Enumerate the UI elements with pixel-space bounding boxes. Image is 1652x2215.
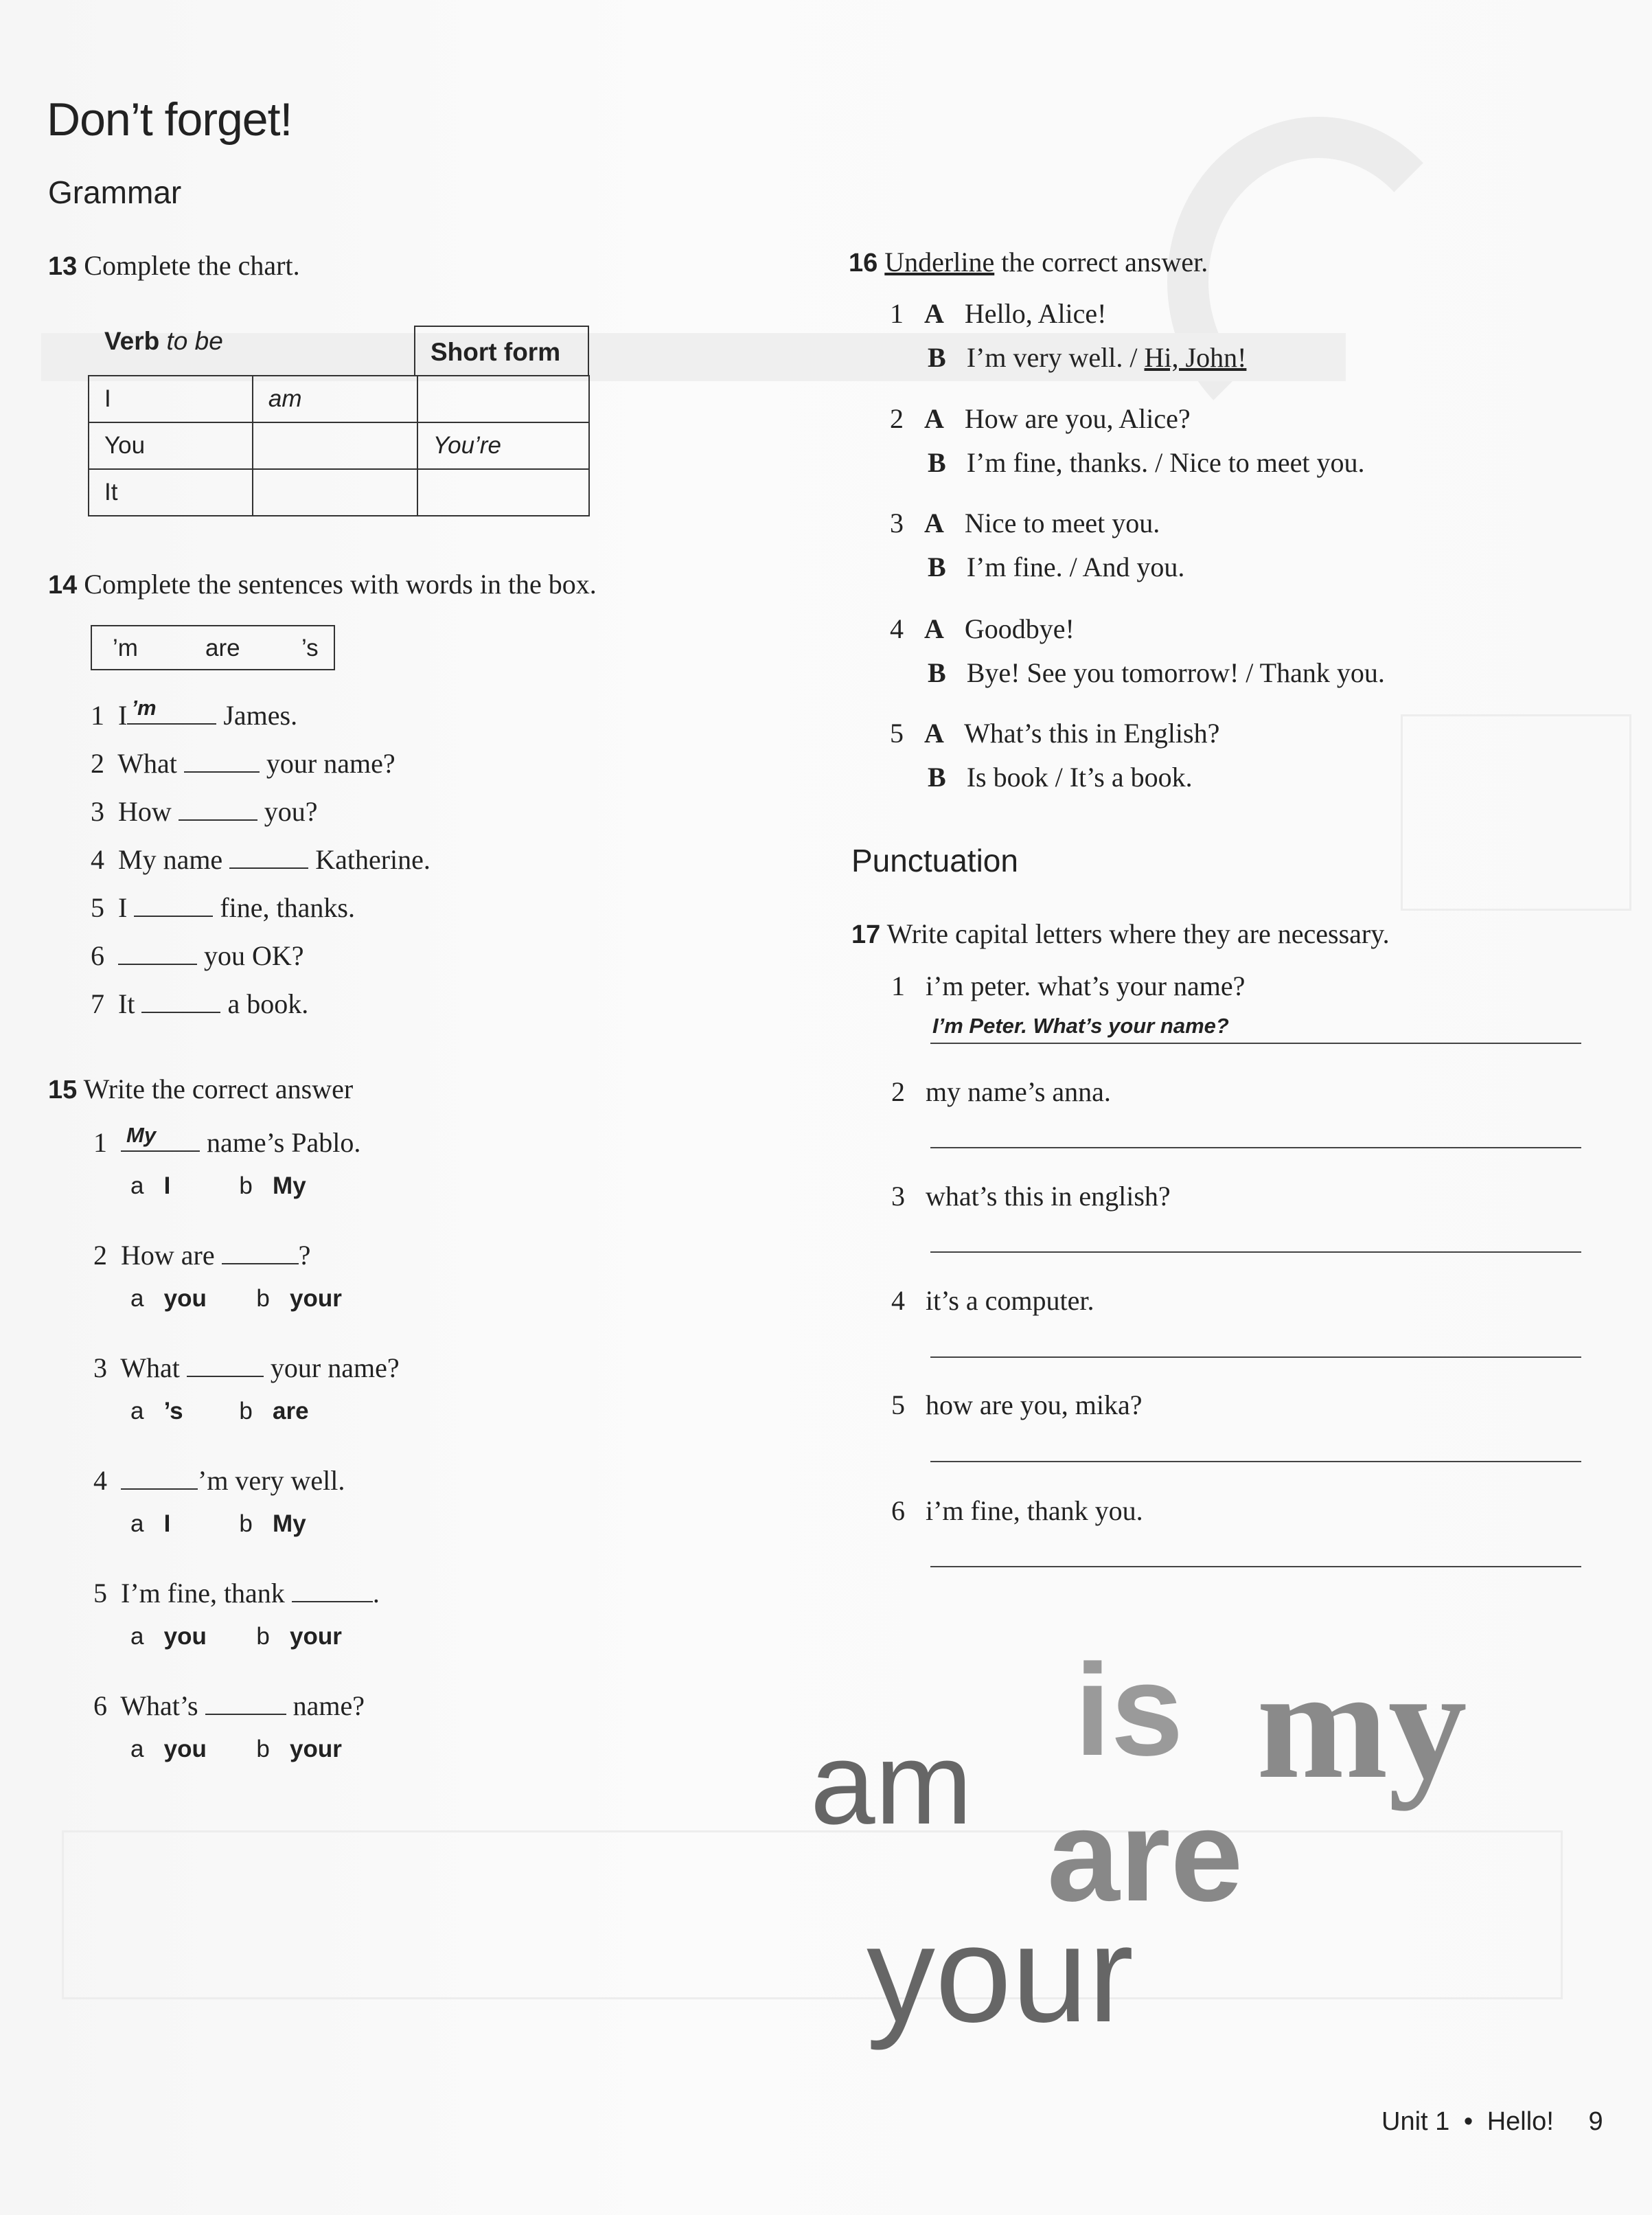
ex16-item-a — [890, 507, 1160, 539]
option-separator: / — [1123, 342, 1145, 373]
ex14-item — [91, 747, 395, 780]
item-number: 2 — [93, 1240, 107, 1271]
footer-bullet: • — [1463, 2107, 1473, 2136]
option-a[interactable]: I — [163, 1510, 171, 1537]
item-text-after: a book. — [227, 988, 309, 1019]
chart-cell-subject: I — [89, 376, 253, 422]
item-number: 6 — [93, 1690, 107, 1721]
answer-blank[interactable] — [127, 696, 216, 725]
ex16-item-a — [890, 402, 1191, 435]
ex14-heading — [48, 568, 597, 600]
item-text: i’m fine, thank you. — [926, 1495, 1143, 1526]
option-separator: / — [1048, 762, 1070, 793]
chart-cell-verb[interactable] — [253, 422, 417, 469]
item-text: i’m peter. what’s your name? — [926, 970, 1246, 1001]
answer-blank[interactable] — [134, 911, 213, 917]
speaker-b-label: B — [928, 342, 946, 373]
ex13-number: 13 — [48, 252, 78, 281]
answer-blank[interactable] — [205, 1709, 286, 1715]
answer-blank[interactable] — [121, 1484, 198, 1490]
item-text-after: . — [372, 1578, 380, 1609]
chart-verb-header — [104, 327, 223, 356]
item-number: 2 — [890, 403, 904, 434]
option-label: a — [130, 1510, 144, 1537]
answer-blank[interactable] — [121, 1123, 200, 1152]
ex17-item — [891, 970, 1245, 1002]
handwritten-answer: I’m Peter. What’s your name? — [932, 1014, 1229, 1038]
option-a[interactable]: you — [163, 1285, 207, 1312]
item-number: 5 — [93, 1578, 107, 1609]
answer-blank[interactable] — [229, 863, 308, 869]
item-number: 2 — [891, 1076, 905, 1107]
footer-page-number: 9 — [1588, 2107, 1603, 2136]
item-text-after: name’s Pablo. — [207, 1127, 361, 1158]
chart-short-form-label: Short form — [431, 338, 561, 366]
option-label: a — [130, 1736, 144, 1762]
item-number: 3 — [93, 1352, 107, 1383]
ex15-item — [93, 1352, 400, 1384]
option-separator: / — [1239, 657, 1260, 688]
item-number: 1 — [890, 298, 904, 329]
ex17-item — [891, 1180, 1171, 1212]
item-text-after: you? — [264, 796, 318, 827]
ex15-options — [130, 1285, 342, 1313]
chart-cell-verb: am — [253, 376, 417, 422]
answer-blank[interactable] — [292, 1597, 373, 1602]
answer-blank[interactable] — [179, 815, 257, 821]
item-text-before: How are — [121, 1240, 215, 1271]
ex17-item — [891, 1495, 1143, 1527]
chart-row — [89, 376, 589, 422]
item-number: 4 — [891, 1285, 905, 1316]
handwritten-answer: My — [126, 1123, 157, 1147]
answer-option-2-underlined[interactable]: Hi, John! — [1144, 342, 1247, 373]
ex15-instruction: Write the correct answer — [83, 1074, 354, 1104]
speaker-a-label: A — [924, 718, 944, 749]
option-label: b — [256, 1285, 270, 1312]
item-number: 4 — [890, 613, 904, 644]
ex17-item — [891, 1284, 1094, 1317]
item-text-before: I — [118, 892, 128, 923]
answer-blank[interactable] — [184, 767, 260, 773]
item-number: 6 — [91, 940, 104, 971]
item-text-after: Katherine. — [315, 844, 431, 875]
ex16-item-a — [890, 717, 1219, 749]
speaker-b-label: B — [928, 552, 946, 582]
ex16-item-a — [890, 613, 1075, 645]
item-text-before: I — [118, 700, 128, 731]
answer-option-1[interactable]: I’m fine, thanks. — [966, 447, 1149, 478]
ex16-item-b — [928, 551, 1184, 583]
speaker-a-label: A — [924, 298, 944, 329]
ex16-instruction: the correct answer. — [1001, 247, 1208, 277]
answer-blank[interactable] — [141, 1008, 220, 1013]
answer-option-1[interactable]: I’m fine. — [966, 552, 1063, 582]
ex13-instruction: Complete the chart. — [84, 250, 300, 281]
speaker-a-line: Hello, Alice! — [964, 298, 1107, 329]
item-number: 1 — [891, 970, 905, 1001]
ex14-item — [91, 843, 431, 876]
answer-blank[interactable] — [187, 1372, 264, 1377]
item-text-before: What — [120, 1352, 180, 1383]
chart-short-form-header — [414, 326, 589, 375]
option-a[interactable]: I — [163, 1172, 171, 1199]
item-number: 6 — [891, 1495, 905, 1526]
ex14-item — [91, 940, 304, 972]
footer-unit: Unit 1 — [1381, 2107, 1450, 2136]
ex15-options — [130, 1623, 342, 1650]
speaker-b-label: B — [928, 762, 946, 793]
chart-verb-header-italic: to be — [166, 327, 223, 355]
item-text-after: your name? — [270, 1352, 400, 1383]
speaker-a-line: Goodbye! — [964, 613, 1075, 644]
item-number: 3 — [91, 796, 104, 827]
show-through-curve — [1167, 117, 1469, 446]
answer-line[interactable] — [930, 1566, 1581, 1567]
ex15-heading — [48, 1073, 353, 1105]
ex17-number: 17 — [851, 920, 881, 949]
item-number: 4 — [93, 1465, 107, 1496]
option-label: b — [239, 1510, 253, 1537]
ex16-item-b — [928, 446, 1365, 479]
answer-line[interactable] — [930, 1251, 1581, 1253]
answer-line[interactable] — [930, 1461, 1581, 1462]
ex16-item-b — [928, 341, 1246, 374]
speaker-b-label: B — [928, 447, 946, 478]
item-text-before: My name — [118, 844, 223, 875]
ex16-number: 16 — [849, 249, 878, 277]
chart-cell-short[interactable] — [417, 469, 589, 516]
answer-option-2[interactable]: And you. — [1082, 552, 1185, 582]
answer-option-2[interactable]: Thank you. — [1259, 657, 1385, 688]
option-separator: / — [1062, 552, 1083, 582]
item-text: it’s a computer. — [926, 1285, 1094, 1316]
ex16-item-b — [928, 657, 1385, 689]
answer-option-2[interactable]: It’s a book. — [1069, 762, 1193, 793]
chart-verb-header-bold: Verb — [104, 327, 160, 355]
chart-cell-short: You’re — [417, 422, 589, 469]
option-label: a — [130, 1398, 144, 1424]
footer-title: Hello! — [1487, 2107, 1554, 2136]
item-number: 2 — [91, 748, 104, 779]
option-separator: / — [1148, 447, 1170, 478]
option-a[interactable]: you — [163, 1736, 207, 1762]
page-title: Don’t forget! — [47, 93, 292, 146]
ex13-heading — [48, 249, 300, 282]
item-text-after: your name? — [266, 748, 395, 779]
option-b[interactable]: My — [273, 1172, 306, 1199]
option-b[interactable]: your — [290, 1623, 342, 1650]
chart-cell-short[interactable] — [417, 376, 589, 422]
ex15-options — [130, 1398, 309, 1425]
speaker-a-label: A — [924, 403, 944, 434]
item-text-before: I’m fine, thank — [121, 1578, 285, 1609]
ex14-item — [91, 891, 355, 924]
ex14-item — [91, 795, 318, 828]
decor-word-your: your — [867, 1898, 1134, 2051]
ex14-number: 14 — [48, 571, 78, 600]
ex15-options — [130, 1172, 306, 1200]
decor-word-am: am — [810, 1718, 973, 1849]
item-number: 5 — [91, 892, 104, 923]
ex15-item — [93, 1690, 365, 1722]
speaker-a-line: Nice to meet you. — [964, 508, 1160, 538]
option-b[interactable]: your — [290, 1736, 342, 1762]
answer-line[interactable] — [930, 1147, 1581, 1148]
answer-blank[interactable] — [222, 1259, 299, 1264]
option-a[interactable]: you — [163, 1623, 207, 1650]
speaker-a-line: How are you, Alice? — [964, 403, 1191, 434]
ex16-item-b — [928, 761, 1193, 793]
item-number: 1 — [91, 700, 104, 731]
item-number: 5 — [890, 718, 904, 749]
option-label: a — [130, 1623, 144, 1650]
answer-line[interactable] — [930, 1356, 1581, 1358]
chart-row — [89, 422, 589, 469]
option-b[interactable]: your — [290, 1285, 342, 1312]
option-label: a — [130, 1285, 144, 1312]
answer-option-1[interactable]: Is book — [966, 762, 1048, 793]
item-text: my name’s anna. — [926, 1076, 1111, 1107]
ex17-item — [891, 1076, 1111, 1108]
answer-blank[interactable] — [118, 959, 197, 965]
ex15-item — [93, 1239, 310, 1271]
answer-line[interactable] — [930, 1043, 1581, 1044]
item-text-after: ? — [298, 1240, 311, 1271]
answer-option-2[interactable]: Nice to meet you. — [1169, 447, 1365, 478]
item-text-before: How — [118, 796, 172, 827]
item-text-after: ’m very well. — [198, 1465, 345, 1496]
page-footer — [1381, 2107, 1603, 2137]
ex17-instruction: Write capital letters where they are necessary. — [886, 918, 1390, 949]
decor-word-are: are — [1047, 1783, 1243, 1929]
item-text-before: What — [117, 748, 177, 779]
option-label: b — [239, 1398, 253, 1424]
item-text-before: What’s — [120, 1690, 198, 1721]
ex14-instruction: Complete the sentences with words in the box. — [84, 569, 597, 600]
decor-word-is: is — [1075, 1637, 1184, 1783]
punctuation-heading: Punctuation — [851, 843, 1018, 878]
option-b[interactable]: My — [273, 1510, 306, 1537]
ex17-item — [891, 1389, 1142, 1421]
option-b[interactable]: are — [273, 1398, 309, 1424]
ex15-options — [130, 1510, 306, 1538]
word-box-item: ’s — [301, 635, 319, 661]
speaker-a-line: What’s this in English? — [964, 718, 1220, 749]
decor-word-my: my — [1257, 1636, 1467, 1811]
item-number: 3 — [891, 1181, 905, 1212]
ex15-number: 15 — [48, 1076, 78, 1104]
chart-cell-subject: It — [89, 469, 253, 516]
word-box — [91, 625, 335, 670]
handwritten-answer: ’m — [131, 696, 157, 720]
ex16-instruction-underline: Underline — [884, 247, 995, 277]
answer-option-1[interactable]: I’m very well. — [966, 342, 1123, 373]
item-text-after: you OK? — [204, 940, 304, 971]
ex14-item — [91, 696, 298, 731]
item-number: 5 — [891, 1389, 905, 1420]
chart-cell-verb[interactable] — [253, 469, 417, 516]
item-text: what’s this in english? — [926, 1181, 1171, 1212]
speaker-b-label: B — [928, 657, 946, 688]
item-number: 7 — [91, 988, 104, 1019]
word-box-item: are — [205, 635, 240, 661]
grammar-heading: Grammar — [48, 174, 182, 210]
item-number: 1 — [93, 1127, 107, 1158]
chart-row — [89, 469, 589, 516]
ex15-options — [130, 1736, 342, 1763]
item-text-after: name? — [292, 1690, 365, 1721]
chart-cell-subject: You — [89, 422, 253, 469]
option-a[interactable]: ’s — [163, 1398, 183, 1424]
word-box-item: ’m — [113, 635, 138, 661]
verb-chart — [88, 375, 590, 516]
option-label: b — [256, 1623, 270, 1650]
item-number: 3 — [890, 508, 904, 538]
option-label: b — [256, 1736, 270, 1762]
ex15-item — [93, 1577, 380, 1609]
speaker-a-label: A — [924, 508, 944, 538]
item-text: how are you, mika? — [926, 1389, 1143, 1420]
ex15-item — [93, 1464, 345, 1497]
item-text-after: James. — [223, 700, 298, 731]
show-through-table — [62, 1830, 1563, 1999]
item-text-after: fine, thanks. — [220, 892, 355, 923]
ex16-heading — [849, 246, 1208, 278]
option-label: a — [130, 1172, 144, 1199]
show-through-box — [1401, 714, 1631, 911]
ex17-heading — [851, 918, 1390, 950]
item-number: 4 — [91, 844, 104, 875]
speaker-a-label: A — [924, 613, 944, 644]
answer-option-1[interactable]: Bye! See you tomorrow! — [966, 657, 1239, 688]
option-label: b — [239, 1172, 253, 1199]
ex14-item — [91, 988, 308, 1020]
ex15-item — [93, 1123, 361, 1159]
ex16-item-a — [890, 297, 1107, 330]
item-text-before: It — [118, 988, 135, 1019]
